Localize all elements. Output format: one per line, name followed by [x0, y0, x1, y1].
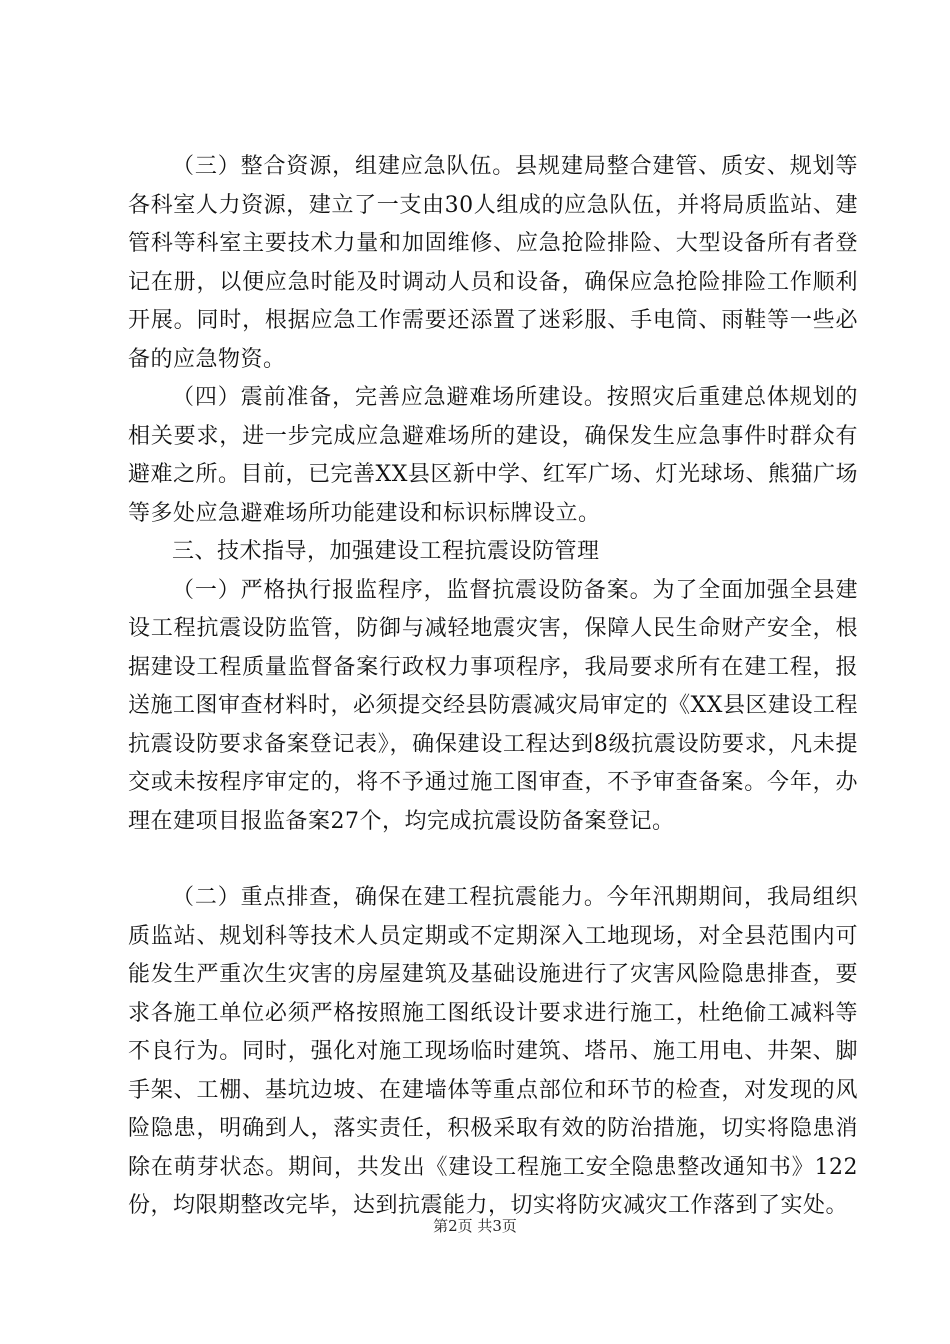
paragraph-supervision-filing: （一）严格执行报监程序，监督抗震设防备案。为了全面加强全县建设工程抗震设防监管，防御与减轻地震灾害，保障人民生命财产安全，根据建设工程质量监督备案行政权力事项程序，我局要求所有在建工程，报送施工图审查材料时，必须提交经县防震减灾局审定的《XX县区建设工程抗震设防要求备案登记表》，确保建设工程达到8级抗震设防要求，凡未提交或未按程序审定的，将不予通过施工图审查，不予审查备案。今年，办理在建项目报监备案27个，均完成抗震设防备案登记。	[128, 577, 858, 834]
section-heading-technical-guidance: 三、技术指导，加强建设工程抗震设防管理	[172, 539, 600, 564]
document-body	[128, 148, 858, 1226]
paragraph-key-inspection: （二）重点排查，确保在建工程抗震能力。今年汛期期间，我局组织质监站、规划科等技术人员定期或不定期深入工地现场，对全县范围内可能发生严重次生灾害的房屋建筑及基础设施进行了灾害风险隐患排查，要求各施工单位必须严格按照施工图纸设计要求进行施工，杜绝偷工减料等不良行为。同时，强化对施工现场临时建筑、塔吊、施工用电、井架、脚手架、工棚、基坑边坡、在建墙体等重点部位和环节的检查，对发现的风险隐患，明确到人，落实责任，积极采取有效的防治措施，切实将隐患消除在萌芽状态。期间，共发出《建设工程施工安全隐患整改通知书》122份，均限期整改完毕，达到抗震能力，切实将防灾减灾工作落到了实处。	[128, 885, 858, 1218]
paragraph-gap	[128, 841, 858, 879]
paragraph-integrate-resources: （三）整合资源，组建应急队伍。县规建局整合建管、质安、规划等各科室人力资源，建立了一支由30人组成的应急队伍，并将局质监站、建管科等科室主要技术力量和加固维修、应急抢险排险、大型设备所有者登记在册，以便应急时能及时调动人员和设备，确保应急抢险排险工作顺利开展。同时，根据应急工作需要还添置了迷彩服、手电筒、雨鞋等一些必备的应急物资。	[128, 154, 858, 372]
paragraph-pre-earthquake-preparation: （四）震前准备，完善应急避难场所建设。按照灾后重建总体规划的相关要求，进一步完成应急避难场所的建设，确保发生应急事件时群众有避难之所。目前，已完善XX县区新中学、红军广场、灯光球场、熊猫广场等多处应急避难场所功能建设和标识标牌设立。	[128, 385, 858, 526]
page-footer: 第2页 共3页	[433, 1217, 517, 1235]
